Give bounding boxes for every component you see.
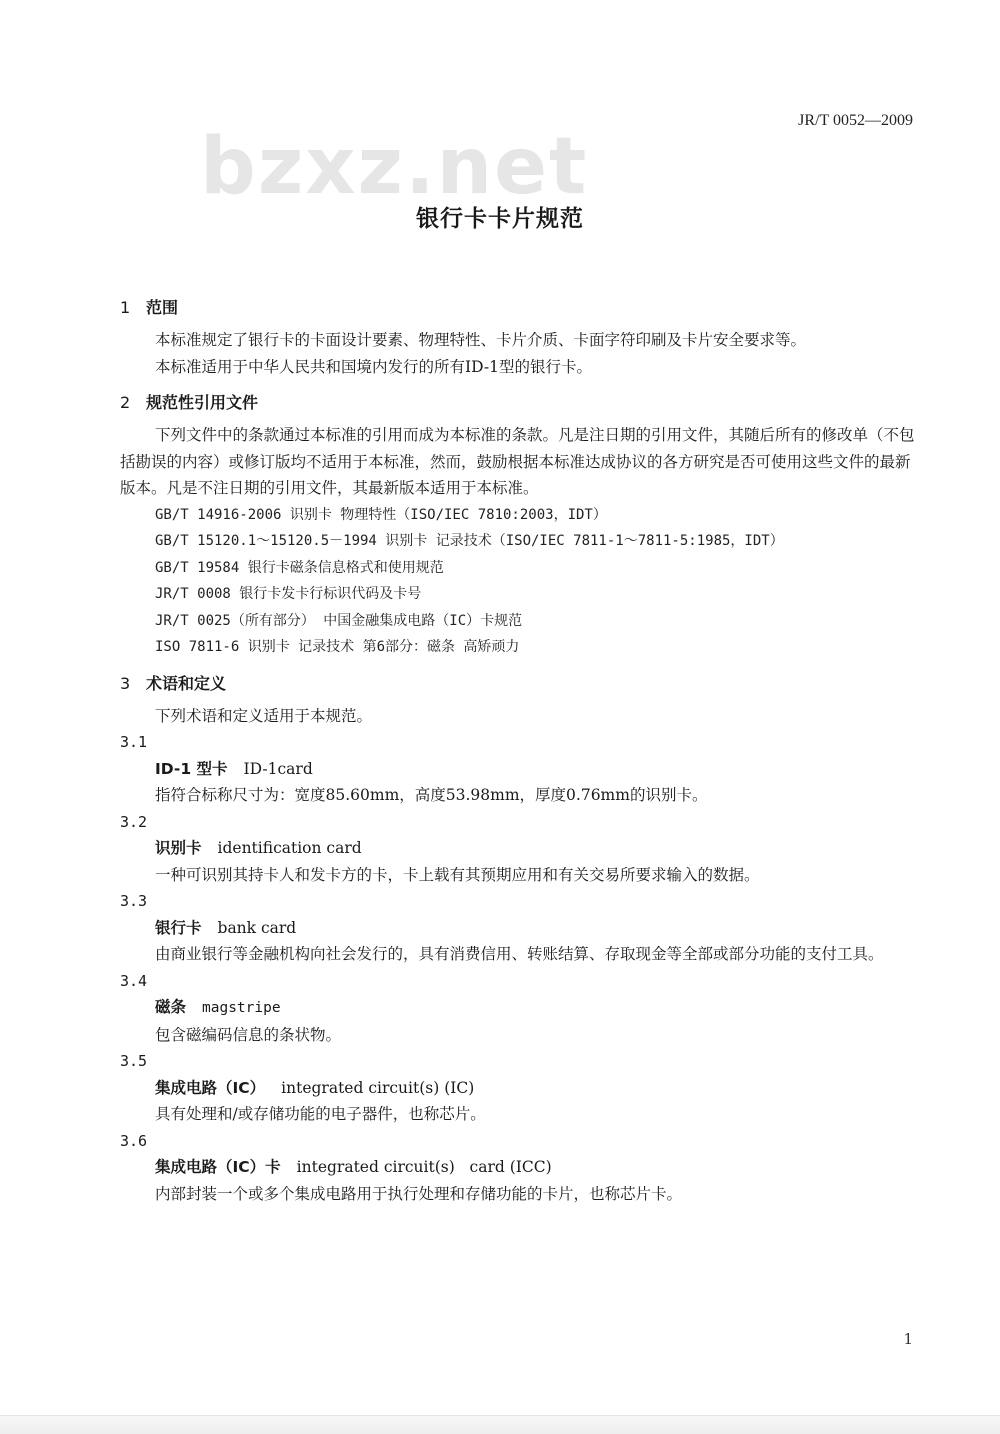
term-name: [120, 915, 920, 942]
term-zh: 识别卡: [155, 839, 202, 857]
page-number: 1: [903, 1330, 913, 1348]
term-definition: 具有处理和/或存储功能的电子器件，也称芯片。: [155, 1105, 486, 1123]
term-name: [120, 994, 920, 1022]
term-name: [120, 756, 920, 783]
term-number: 3.2: [120, 812, 148, 831]
term-en: magstripe: [202, 1000, 281, 1016]
reference-item: GB/T 15120.1～15120.5－1994 识别卡 记录技术（ISO/IEC 7811-1～7811-5:1985，IDT）: [155, 533, 784, 549]
term-definition: 由商业银行等金融机构向社会发行的，具有消费信用、转账结算、存取现金等全部或部分功能的支付工具。: [155, 945, 884, 963]
section-heading-terms-definitions: [120, 671, 920, 697]
term-entry: [120, 888, 920, 968]
paragraph: 下列术语和定义适用于本规范。: [155, 706, 373, 725]
section-heading-scope: [120, 295, 920, 321]
term-zh: 集成电路（IC）卡: [155, 1158, 281, 1176]
term-en: integrated circuit(s) (IC): [281, 1078, 475, 1097]
term-number: 3.5: [120, 1052, 148, 1070]
term-en: ID-1card: [243, 759, 313, 778]
term-entry: [120, 809, 920, 889]
term-en: identification card: [217, 839, 362, 857]
term-zh: 银行卡: [155, 918, 202, 937]
watermark: bzxz.net: [200, 122, 589, 212]
term-definition: 一种可识别其持卡人和发卡方的卡，卡上载有其预期应用和有关交易所要求输入的数据。: [155, 865, 760, 884]
term-entry: [120, 968, 920, 1049]
section-number: 3: [120, 673, 131, 693]
term-entry: [120, 729, 920, 809]
term-number: 3.6: [120, 1131, 148, 1150]
term-entry: [120, 1128, 920, 1208]
term-name: [120, 1154, 920, 1181]
reference-item: GB/T 14916-2006 识别卡 物理特性（ISO/IEC 7810:2003，IDT）: [155, 506, 607, 523]
term-en: bank card: [217, 918, 297, 937]
document-body: [120, 295, 920, 1207]
term-en: integrated circuit(s) card (ICC): [296, 1158, 552, 1176]
term-number: 3.3: [120, 892, 148, 910]
term-number: 3.1: [120, 733, 148, 751]
section-number: 1: [120, 298, 131, 317]
viewer-bottom-bar: [0, 1415, 1000, 1434]
section-heading-normative-references: [120, 390, 920, 416]
term-entry: [120, 1048, 920, 1128]
term-zh: 磁条: [155, 998, 187, 1016]
term-number: 3.4: [120, 971, 148, 990]
paragraph: 本标准适用于中华人民共和国境内发行的所有ID-1型的银行卡。: [155, 357, 592, 376]
term-definition: 指符合标称尺寸为：宽度85.60mm，高度53.98mm，厚度0.76mm的识别卡。: [155, 786, 708, 804]
reference-item: JR/T 0025（所有部分） 中国金融集成电路（IC）卡规范: [155, 612, 523, 629]
paragraph: 下列文件中的条款通过本标准的引用而成为本标准的条款。凡是注日期的引用文件，其随后所有的修改单（不包括勘误的内容）或修订版均不适用于本标准，然而，鼓励根据本标准达成协议的各方研究是否可使用这些文件的最新版本。凡是不注日期的引用文件，其最新版本适用于本标准。: [120, 426, 915, 497]
term-zh: 集成电路（IC）: [155, 1078, 266, 1097]
section-number: 2: [120, 393, 131, 412]
section-title: 范围: [146, 298, 179, 317]
reference-item: ISO 7811-6 识别卡 记录技术 第6部分：磁条 高矫顽力: [155, 639, 520, 655]
document-code: JR/T 0052—2009: [798, 112, 913, 129]
term-zh: ID-1 型卡: [155, 759, 228, 778]
reference-list: [120, 502, 920, 661]
term-definition: 包含磁编码信息的条状物。: [155, 1025, 342, 1044]
reference-item: GB/T 19584 银行卡磁条信息格式和使用规范: [155, 559, 444, 576]
section-title: 规范性引用文件: [146, 393, 259, 412]
term-name: [120, 835, 920, 862]
section-title: 术语和定义: [146, 673, 227, 693]
paragraph: 本标准规定了银行卡的卡面设计要素、物理特性、卡片介质、卡面字符印刷及卡片安全要求等。: [155, 331, 807, 349]
document-title: 银行卡卡片规范: [416, 206, 584, 232]
term-name: [120, 1075, 920, 1102]
term-definition: 内部封装一个或多个集成电路用于执行处理和存储功能的卡片，也称芯片卡。: [155, 1184, 683, 1203]
reference-item: JR/T 0008 银行卡发卡行标识代码及卡号: [155, 586, 422, 602]
